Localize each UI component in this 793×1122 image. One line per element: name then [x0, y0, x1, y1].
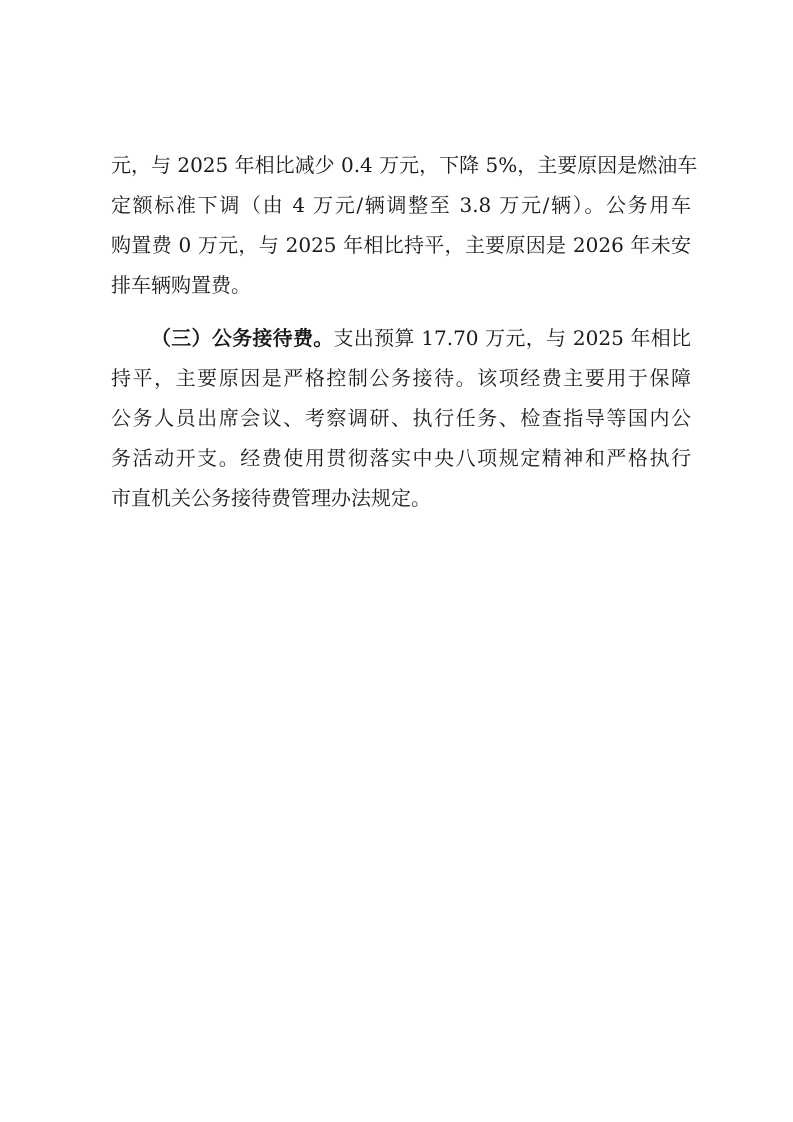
paragraph-line: 持平，主要原因是严格控制公务接待。该项经费主要用于保障	[111, 366, 691, 390]
paragraph-reception-expenses	[111, 318, 691, 518]
paragraph-line: 排车辆购置费。	[111, 273, 251, 297]
paragraph-line: 公务人员出席会议、考察调研、执行任务、检查指导等国内公	[111, 406, 691, 430]
paragraph-first-line	[111, 318, 691, 358]
paragraph-vehicle-expenses	[111, 145, 698, 305]
section-heading: （三）公务接待费。	[151, 326, 334, 350]
paragraph-line: 务活动开支。经费使用贯彻落实中央八项规定精神和严格执行	[111, 446, 691, 470]
paragraph-line: 市直机关公务接待费管理办法规定。	[111, 486, 431, 510]
paragraph-line-text: 支出预算 17.70 万元，与 2025 年相比	[333, 326, 691, 350]
paragraph-line: 购置费 0 万元，与 2025 年相比持平，主要原因是 2026 年未安	[111, 233, 691, 257]
paragraph-line: 定额标准下调（由 4 万元/辆调整至 3.8 万元/辆）。公务用车	[111, 193, 691, 217]
paragraph-line: 元，与 2025 年相比减少 0.4 万元，下降 5%，主要原因是燃油车	[111, 153, 698, 177]
